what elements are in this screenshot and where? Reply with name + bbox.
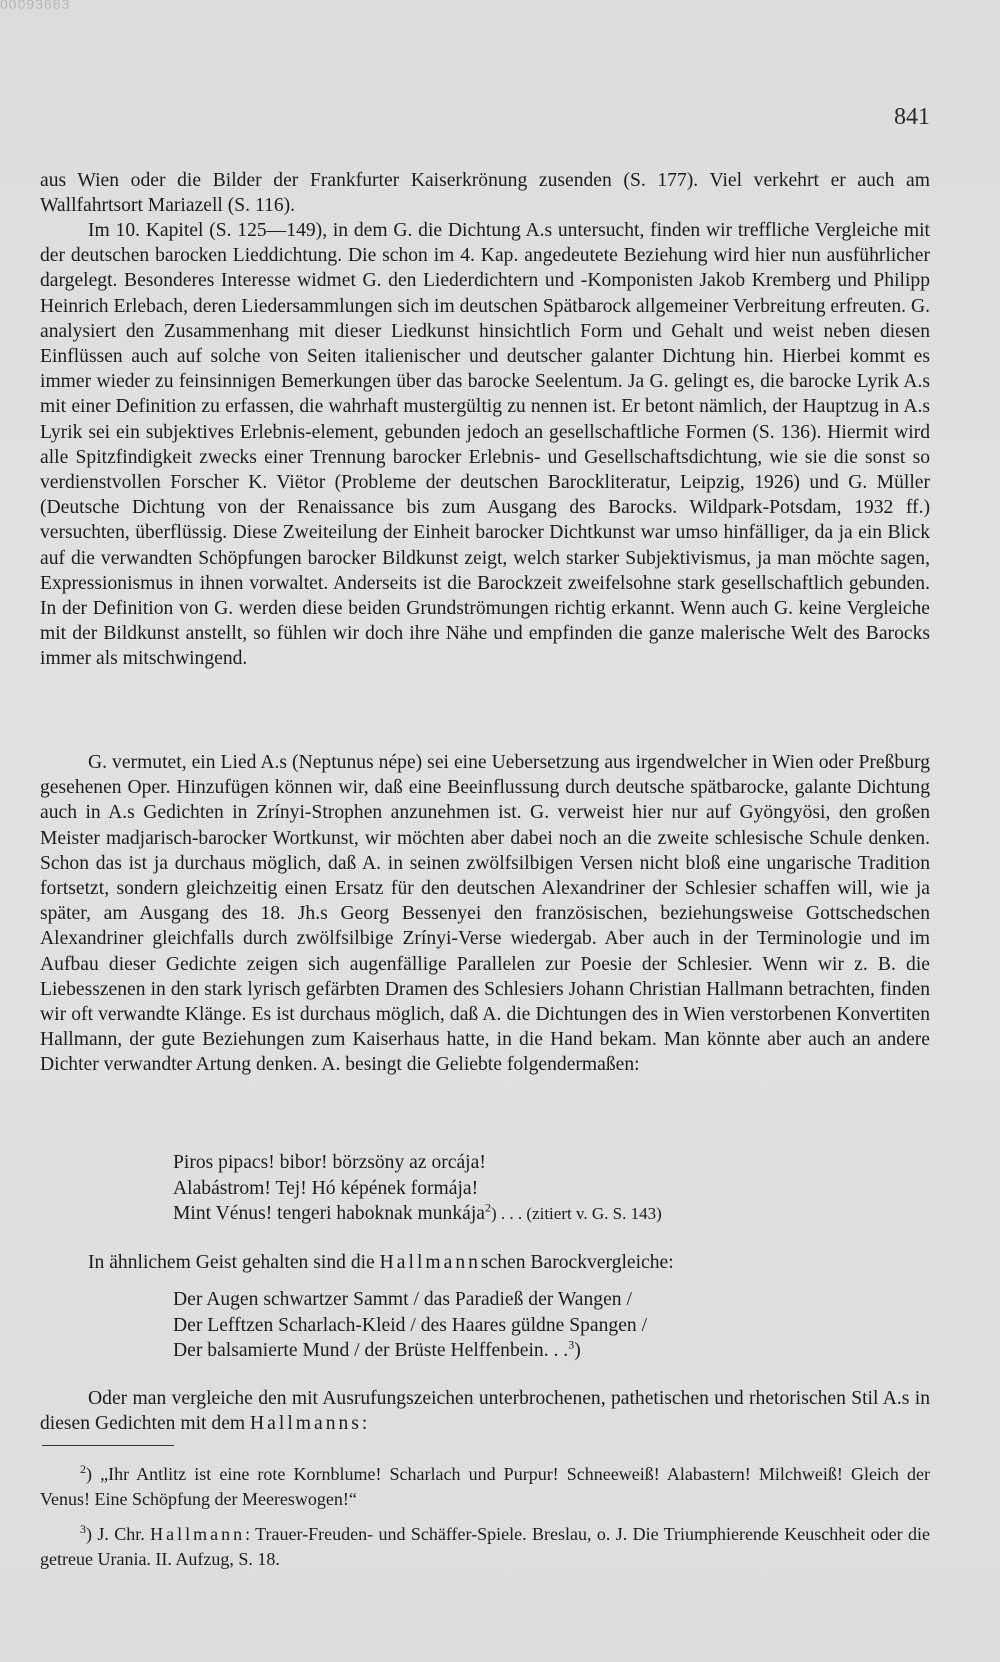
author-name-hallmann: Hallmann bbox=[379, 1252, 481, 1273]
poem-line-text: Mint Vénus! tengeri haboknak munkája bbox=[173, 1203, 485, 1224]
intro-after: schen Barockvergleiche: bbox=[480, 1252, 674, 1273]
page-number: 841 bbox=[894, 104, 930, 130]
intro-before: In ähnlichem Geist gehalten sind die bbox=[88, 1252, 380, 1273]
poem-line: Der Augen schwartzer Sammt / das Paradieß der Wangen / bbox=[173, 1289, 632, 1310]
footnote-ref-3: 3 bbox=[568, 1337, 575, 1352]
footnote-divider bbox=[42, 1445, 174, 1446]
paragraph-2-text: Im 10. Kapitel (S. 125—149), in dem G. die Dichtung A.s untersucht, finden wir treffliche Vergleiche mit der deutschen barocken Lieddichtung. Die schon im 4. Kap. angedeutete Beziehung wird hier nun ausführlicher dargelegt. Besonderes Interesse widmet G. den Liederdichtern und -Komponisten Jakob Kremberg und Philipp Heinrich Erlebach, deren Liedersammlungen sich im deutschen Spätbarock allgemeiner Verbreitung erfreuten. G. analysiert den Zusammenhang mit dieser Liedkunst hinsichtlich Form und Gehalt und weist neben diesen Einflüssen auch auf solche von Seiten italienischer und deutscher galanter Dichtung hin. Hierbei kommt es immer wieder zu feinsinnigen Bemerkungen über das barocke Seelentum. Ja G. gelingt es, die barocke Lyrik A.s mit einer Definition zu erfassen, die wahrhaft mustergültig zu nennen ist. Er betont nämlich, der Hauptzug in A.s Lyrik sei ein subjektives Erlebnis-element, gebunden jedoch an gesellschaftliche Formen (S. 136). Hiermit wird alle Spitzfindigkeit zwecks einer Trennung barocker Erlebnis- und Gesellschaftsdichtung, wie sie die sonst so verdienstvollen Forscher K. Viëtor (Probleme der deutschen Barockliteratur, Leipzig, 1926) und G. Müller (Deutsche Dichtung von der Renaissance bis zum Ausgang des Barocks. Wildpark-Potsdam, 1932 ff.) versuchten, überflüssig. Diese Zweiteilung der Einheit barocker Dichtkunst war umso hinfälliger, da ja ein Blick auf die verwandten Schöpfungen barocker Bildkunst zeigt, welch starker Subjektivismus, ja man möchte sagen, Expressionismus in ihnen vorwaltet. Anderseits ist die Barockzeit zweifelsohne stark gesellschaftlich gebunden. In der Definition von G. werden diese beiden Grundströmungen richtig erkannt. Wenn auch G. keine Vergleiche mit der Bildkunst anstellt, so fühlen wir doch ihre Nähe und empfinden die ganze malerische Welt des Barocks immer als mitschwingend. bbox=[40, 220, 930, 670]
paragraph-1 bbox=[40, 168, 930, 218]
paragraph-3 bbox=[40, 750, 930, 1078]
poem-citation: ) . . . (zitiert v. G. S. 143) bbox=[490, 1204, 662, 1223]
footnote-2-mark: 2 bbox=[80, 1462, 86, 1476]
paragraph-3-text: G. vermutet, ein Lied A.s (Neptunus népe) sei eine Uebersetzung aus irgendwelcher in Wien oder Preßburg gesehenen Oper. Hinzufügen können wir, daß eine Beeinflussung durch deutsche spätbarocke, galante Dichtung auch in A.s Gedichten in Zrínyi-Strophen anzunehmen ist. G. verweist hier nur auf Gyöngyösi, den großen Meister madjarisch-barocker Wortkunst, wir möchten aber dabei noch an die zweite schlesische Schule denken. Schon das ist ja durchaus möglich, daß A. in seinen zwölfsilbigen Versen nicht bloß eine ungarische Tradition fortsetzt, sondern gleichzeitig einen Ersatz für den deutschen Alexandriner der Schlesier schaffen will, wie ja später, am Ausgang des 18. Jh.s Georg Bessenyei den französischen, beziehungsweise Gottschedschen Alexandriner gleichfalls durch zwölfsilbige Zrínyi-Verse wiedergab. Aber auch in der Terminologie und im Aufbau dieser Gedichte zeigen sich augenfällige Parallelen zur Poesie der Schlesier. Wenn wir z. B. die Liebesszenen in den stark lyrisch gefärbten Dramen des Schlesiers Johann Christian Hallmann betrachten, finden wir oft verwandte Klänge. Es ist durchaus möglich, daß A. die Dichtungen des in Wien verstorbenen Konvertiten Hallmann, der gute Beziehungen zum Kaiserhaus hatte, in die Hand bekam. Man könnte aber auch an andere Dichter verwandter Artung denken. A. besingt die Geliebte folgendermaßen: bbox=[40, 752, 930, 1076]
footnote-2-body: ) „Ihr Antlitz ist eine rote Kornblume! Scharlach und Purpur! Schneeweiß! Alabastern! Milchweiß! Gleich der Venus! Eine Schöpfung der Meereswogen!“ bbox=[40, 1464, 930, 1509]
hallmann-intro bbox=[40, 1250, 930, 1275]
footnote-3-text bbox=[40, 1522, 930, 1572]
footnote-3-author: Hallmann bbox=[150, 1524, 246, 1544]
page-identifier: 00093663 bbox=[0, 0, 71, 12]
poem-line bbox=[173, 1338, 933, 1364]
closing-paragraph bbox=[40, 1386, 930, 1436]
poem-line-tail: ) bbox=[574, 1340, 581, 1361]
hungarian-poem-quote bbox=[173, 1150, 933, 1227]
hallmann-intro-text bbox=[40, 1250, 930, 1275]
poem-line: Alabástrom! Tej! Hó képének formája! bbox=[173, 1177, 479, 1199]
footnote-ref-2: 2 bbox=[484, 1200, 491, 1215]
poem-line bbox=[173, 1201, 933, 1227]
outro-after: : bbox=[361, 1413, 368, 1435]
footnote-2 bbox=[40, 1462, 930, 1512]
poem-line-text: Der balsamierte Mund / der Brüste Helffenbein. . . bbox=[173, 1340, 569, 1361]
outro-before: Oder man vergleiche den mit Ausrufungszeichen unterbrochenen, pathetischen und rhetorischen Stil A.s in diesen Gedichten mit dem bbox=[40, 1388, 930, 1435]
author-name-hallmanns: Hallmanns bbox=[250, 1413, 362, 1435]
footnote-2-text bbox=[40, 1462, 930, 1512]
footnote-3 bbox=[40, 1522, 930, 1572]
paragraph-1-text: aus Wien oder die Bilder der Frankfurter Kaiserkrönung zusenden (S. 177). Viel verkehrt er auch am Wallfahrtsort Mariazell (S. 116). bbox=[40, 170, 930, 217]
closing-paragraph-text bbox=[40, 1386, 930, 1436]
footnote-3-after: : Trauer-Freuden- und Schäffer-Spiele. Breslau, o. J. Die Triumphierende Keuschheit oder die getreue Urania. II. Aufzug, S. 18. bbox=[40, 1524, 930, 1569]
footnote-3-mark: 3 bbox=[80, 1522, 86, 1536]
hallmann-poem-quote bbox=[173, 1287, 933, 1364]
poem-line: Der Lefftzen Scharlach-Kleid / des Haares güldne Spangen / bbox=[173, 1314, 648, 1336]
poem-line: Piros pipacs! bibor! börzsöny az orcája! bbox=[173, 1152, 486, 1173]
paragraph-2 bbox=[40, 218, 930, 672]
footnote-3-before: ) J. Chr. bbox=[86, 1524, 151, 1544]
